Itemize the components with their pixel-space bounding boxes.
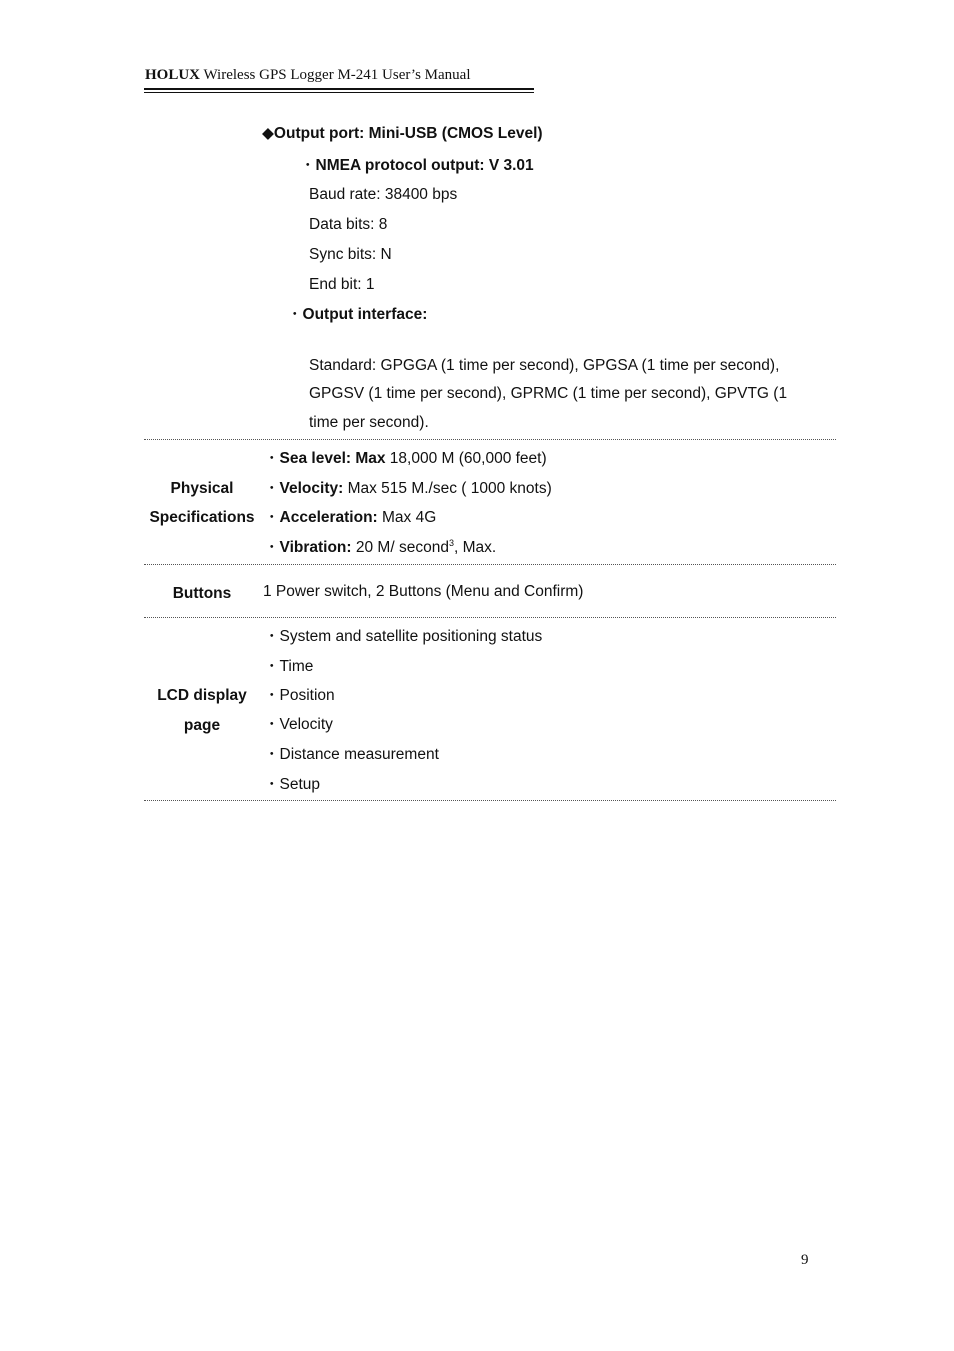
output-interface-line — [287, 306, 427, 324]
page-number: 9 — [801, 1252, 809, 1268]
standard-line-1: Standard: GPGGA (1 time per second), GPGSA (1 time per second), — [309, 357, 780, 374]
spec-label: Velocity: — [279, 480, 344, 497]
divider — [144, 564, 836, 565]
standard-line-3: time per second). — [309, 414, 429, 431]
nmea-line — [300, 157, 534, 175]
spec-vibration — [264, 539, 496, 557]
spec-acceleration — [264, 509, 436, 527]
spec-label: Sea level: Max — [279, 450, 386, 467]
interface-bullet: ・ — [287, 306, 303, 323]
sync-bits: Sync bits: N — [309, 246, 392, 263]
lcd-item: ・System and satellite positioning status — [264, 628, 543, 645]
divider — [144, 439, 836, 440]
spec-sea-level — [264, 450, 547, 468]
end-bit: End bit: 1 — [309, 276, 375, 293]
spec-superscript: 3 — [448, 537, 454, 548]
standard-line-2: GPGSV (1 time per second), GPRMC (1 time per second), GPVTG (1 — [309, 385, 788, 402]
spec-bullet: ・ — [264, 480, 280, 497]
divider — [144, 617, 836, 618]
spec-tail: , Max. — [453, 539, 497, 556]
buttons-value: 1 Power switch, 2 Buttons (Menu and Confirm) — [263, 583, 584, 600]
spec-value: Max 4G — [377, 509, 437, 526]
lcd-label-2: page — [183, 717, 221, 734]
nmea-label: NMEA protocol output: V 3.01 — [315, 157, 534, 174]
baud-rate: Baud rate: 38400 bps — [309, 186, 458, 203]
lcd-item: ・Position — [264, 687, 335, 704]
spec-label: Vibration: — [279, 539, 352, 556]
spec-velocity — [264, 480, 552, 498]
spec-value: 20 M/ second — [351, 539, 449, 556]
lcd-item: ・Time — [264, 658, 314, 675]
spec-value: Max 515 M./sec ( 1000 knots) — [343, 480, 552, 497]
header-rule-thick — [144, 88, 534, 90]
spec-value: 18,000 M (60,000 feet) — [385, 450, 547, 467]
lcd-item: ・Velocity — [264, 716, 333, 733]
running-header — [145, 67, 471, 84]
lcd-item: ・Setup — [264, 776, 321, 793]
header-rule-thin — [144, 92, 534, 93]
buttons-label: Buttons — [172, 585, 232, 602]
header-title: Wireless GPS Logger M-241 User’s Manual — [203, 67, 471, 83]
interface-label: Output interface: — [302, 306, 428, 323]
spec-bullet: ・ — [264, 539, 280, 556]
lcd-item: ・Distance measurement — [264, 746, 439, 763]
divider — [144, 800, 836, 801]
physical-label-2: Specifications — [149, 509, 255, 526]
physical-label-1: Physical — [170, 480, 234, 497]
spec-bullet: ・ — [264, 509, 280, 526]
output-port-heading: ◆Output port: Mini-USB (CMOS Level) — [262, 125, 543, 142]
spec-label: Acceleration: — [279, 509, 378, 526]
lcd-label-1: LCD display — [157, 687, 247, 704]
data-bits: Data bits: 8 — [309, 216, 388, 233]
nmea-bullet: ・ — [300, 157, 316, 174]
spec-bullet: ・ — [264, 450, 280, 467]
header-brand: HOLUX — [145, 67, 201, 83]
